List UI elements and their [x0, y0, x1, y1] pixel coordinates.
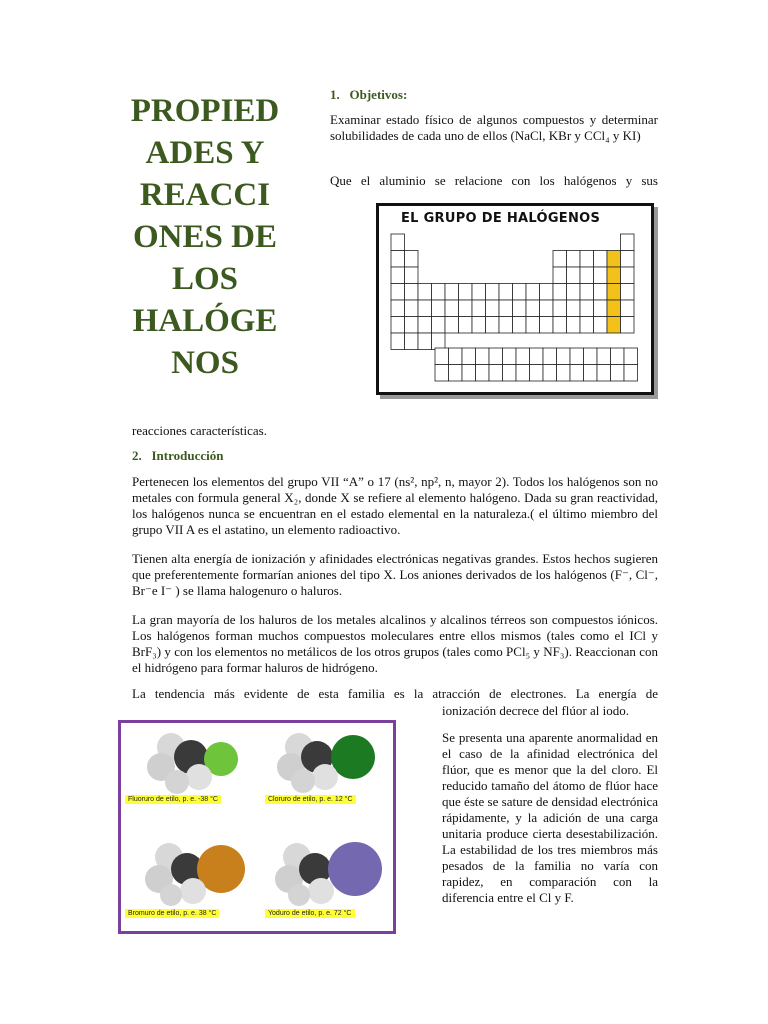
periodic-cell [499, 284, 513, 301]
periodic-cell [607, 284, 621, 301]
periodic-cell [516, 348, 530, 365]
periodic-cell [499, 300, 513, 317]
intro-paragraph-5: Se presenta una aparente anormalidad en el caso de la afinidad electrónica del flúor, que es menor que la del cloro. El reducido tamaño del átomo de flúor hace que éste se sature de densidad electrónica rápidamente, y la adición de una carga unitaria produce cierta desestabilización. La estabilidad de los tres miembros más pesados de la familia no varía con rapidez, en comparación con la diferencia entre el Cl y F. [442, 730, 658, 905]
periodic-cell [503, 365, 517, 382]
introduccion-heading: 2. Introducción [132, 448, 224, 463]
intro-paragraph-4-continued: ionización decrece del flúor al iodo. [442, 703, 629, 718]
periodic-cell [526, 317, 540, 334]
periodic-cell [499, 317, 513, 334]
intro-paragraph-4: La tendencia más evidente de esta familia es la atracción de electrones. La energía de [132, 686, 658, 701]
periodic-cell [584, 348, 598, 365]
periodic-cell [567, 317, 581, 334]
periodic-cell [543, 365, 557, 382]
objetivos-paragraph-1: Examinar estado físico de algunos compuestos y determinar solubilidades de cada uno de ellos (NaCl, KBr y CCl₄ y KI) [330, 112, 658, 143]
periodic-cell [621, 251, 635, 268]
periodic-cell [405, 300, 419, 317]
periodic-cell [607, 251, 621, 268]
periodic-cell [567, 267, 581, 284]
molecule-caption: Cloruro de etilo, p. e. 12 °C [265, 795, 356, 804]
periodic-cell [391, 284, 405, 301]
periodic-cell [567, 284, 581, 301]
periodic-cell [621, 234, 635, 251]
periodic-cell [611, 365, 625, 382]
periodic-cell [594, 300, 608, 317]
periodic-cell [418, 333, 432, 350]
title-line: NOS [171, 345, 239, 381]
periodic-cell [553, 284, 567, 301]
title-line: REACCI [139, 177, 271, 213]
periodic-cell [459, 300, 473, 317]
periodic-cell [432, 300, 446, 317]
molecule-caption: Bromuro de etilo, p. e. 38 °C [125, 909, 219, 918]
intro-paragraph-1: Pertenecen los elementos del grupo VII “A” o 17 (ns², np², n, mayor 2). Todos los halógenos son no metales con formula general X₂, donde X se refiere al elemento halógeno. Dada su gran reactividad, los halógenos nunca se encuentran en el estado elemental en la naturaleza.( el último miembro del grupo VII A es el astatino, un elemento radioactivo. [132, 474, 658, 537]
periodic-cell [405, 317, 419, 334]
periodic-cell [418, 317, 432, 334]
periodic-cell [435, 348, 449, 365]
periodic-cell [462, 365, 476, 382]
periodic-cell [580, 251, 594, 268]
periodic-cell [540, 300, 554, 317]
intro-paragraph-3: La gran mayoría de los haluros de los metales alcalinos y alcalinos térreos son compuestos iónicos. Los halógenos forman muchos compuestos moleculares entre ellos mismos (tales como el ICl y BrF₃) y con los elementos no metálicos de los otros grupos (tales como PCl₅ y NF₃). Reaccionan con el hidrógeno para formar haluros de hidrógeno. [132, 612, 658, 675]
periodic-cell [624, 365, 638, 382]
periodic-cell [459, 284, 473, 301]
periodic-cell [553, 317, 567, 334]
periodic-cell [624, 348, 638, 365]
periodic-cell [621, 317, 635, 334]
periodic-cell [513, 317, 527, 334]
periodic-cell [476, 348, 490, 365]
halogen-group-figure [376, 203, 654, 395]
title-line: PROPIED [130, 93, 280, 129]
periodic-cell [580, 317, 594, 334]
periodic-cell [543, 348, 557, 365]
periodic-cell [445, 284, 459, 301]
molecule-bromide-image [141, 835, 251, 907]
periodic-cell [486, 300, 500, 317]
periodic-cell [594, 251, 608, 268]
title-line: ONES DE [133, 219, 277, 255]
periodic-cell [580, 284, 594, 301]
periodic-cell [557, 365, 571, 382]
periodic-cell [594, 284, 608, 301]
periodic-cell [405, 251, 419, 268]
periodic-cell [530, 365, 544, 382]
periodic-cell [594, 267, 608, 284]
periodic-cell [621, 300, 635, 317]
periodic-cell [391, 234, 405, 251]
molecule-caption: Yoduro de etilo, p. e. 72 °C [265, 909, 355, 918]
periodic-cell [405, 267, 419, 284]
periodic-cell [621, 284, 635, 301]
periodic-cell [391, 317, 405, 334]
periodic-cell [513, 300, 527, 317]
periodic-cell [391, 300, 405, 317]
periodic-cell [540, 317, 554, 334]
figure-caption: EL GRUPO DE HALÓGENOS [401, 211, 601, 226]
molecule-iodide-image [271, 833, 391, 907]
molecule-fluoride-image [141, 727, 251, 797]
periodic-cell [553, 267, 567, 284]
periodic-cell [570, 365, 584, 382]
periodic-cell [476, 365, 490, 382]
periodic-cell [570, 348, 584, 365]
molecule-caption: Fluoruro de etilo, p. e. -38 °C [125, 795, 221, 804]
periodic-cell [449, 365, 463, 382]
periodic-table-grid [379, 206, 651, 392]
periodic-cell [540, 284, 554, 301]
periodic-cell [432, 317, 446, 334]
periodic-cell [607, 317, 621, 334]
periodic-cell [445, 300, 459, 317]
periodic-cell [405, 333, 419, 350]
periodic-cell [459, 317, 473, 334]
periodic-cell [530, 348, 544, 365]
title-line: ADES Y [145, 135, 265, 171]
periodic-cell [580, 267, 594, 284]
periodic-cell [435, 365, 449, 382]
page-title [112, 90, 298, 384]
title-line: HALÓGE [132, 303, 278, 339]
periodic-cell [449, 348, 463, 365]
periodic-cell [391, 251, 405, 268]
periodic-cell [489, 365, 503, 382]
periodic-cell [597, 348, 611, 365]
periodic-cell [513, 284, 527, 301]
periodic-cell [462, 348, 476, 365]
periodic-cell [405, 284, 419, 301]
periodic-cell [418, 300, 432, 317]
objetivos-paragraph-2: Que el aluminio se relacione con los halógenos y sus [330, 173, 658, 188]
periodic-cell [607, 300, 621, 317]
periodic-cell [597, 365, 611, 382]
periodic-cell [391, 267, 405, 284]
molecule-chloride-image [271, 725, 391, 795]
periodic-cell [526, 300, 540, 317]
periodic-cell [503, 348, 517, 365]
periodic-cell [432, 284, 446, 301]
periodic-cell [607, 267, 621, 284]
periodic-cell [557, 348, 571, 365]
periodic-cell [580, 300, 594, 317]
periodic-cell [516, 365, 530, 382]
ethyl-halides-figure [118, 720, 396, 934]
periodic-cell [472, 284, 486, 301]
periodic-cell [594, 317, 608, 334]
periodic-cell [553, 300, 567, 317]
periodic-cell [486, 284, 500, 301]
periodic-cell [584, 365, 598, 382]
periodic-cell [472, 317, 486, 334]
periodic-cell [391, 333, 405, 350]
periodic-cell [611, 348, 625, 365]
periodic-cell [553, 251, 567, 268]
intro-paragraph-2: Tienen alta energía de ionización y afinidades electrónicas negativas grandes. Estos hechos sugieren que preferentemente formarían aniones del tipo X. Los aniones derivados de los halógenos (F⁻, Cl⁻, Br⁻e I⁻ ) se llama halogenuro o haluros. [132, 551, 658, 598]
periodic-cell [621, 267, 635, 284]
periodic-cell [445, 317, 459, 334]
periodic-cell [526, 284, 540, 301]
periodic-cell [418, 284, 432, 301]
periodic-cell [489, 348, 503, 365]
title-line: LOS [171, 261, 239, 297]
objetivos-paragraph-2-continued: reacciones características. [132, 423, 267, 438]
objetivos-heading: 1. Objetivos: [330, 87, 408, 102]
periodic-cell [567, 300, 581, 317]
periodic-cell [486, 317, 500, 334]
periodic-cell [567, 251, 581, 268]
periodic-cell [472, 300, 486, 317]
periodic-cell [432, 333, 446, 350]
